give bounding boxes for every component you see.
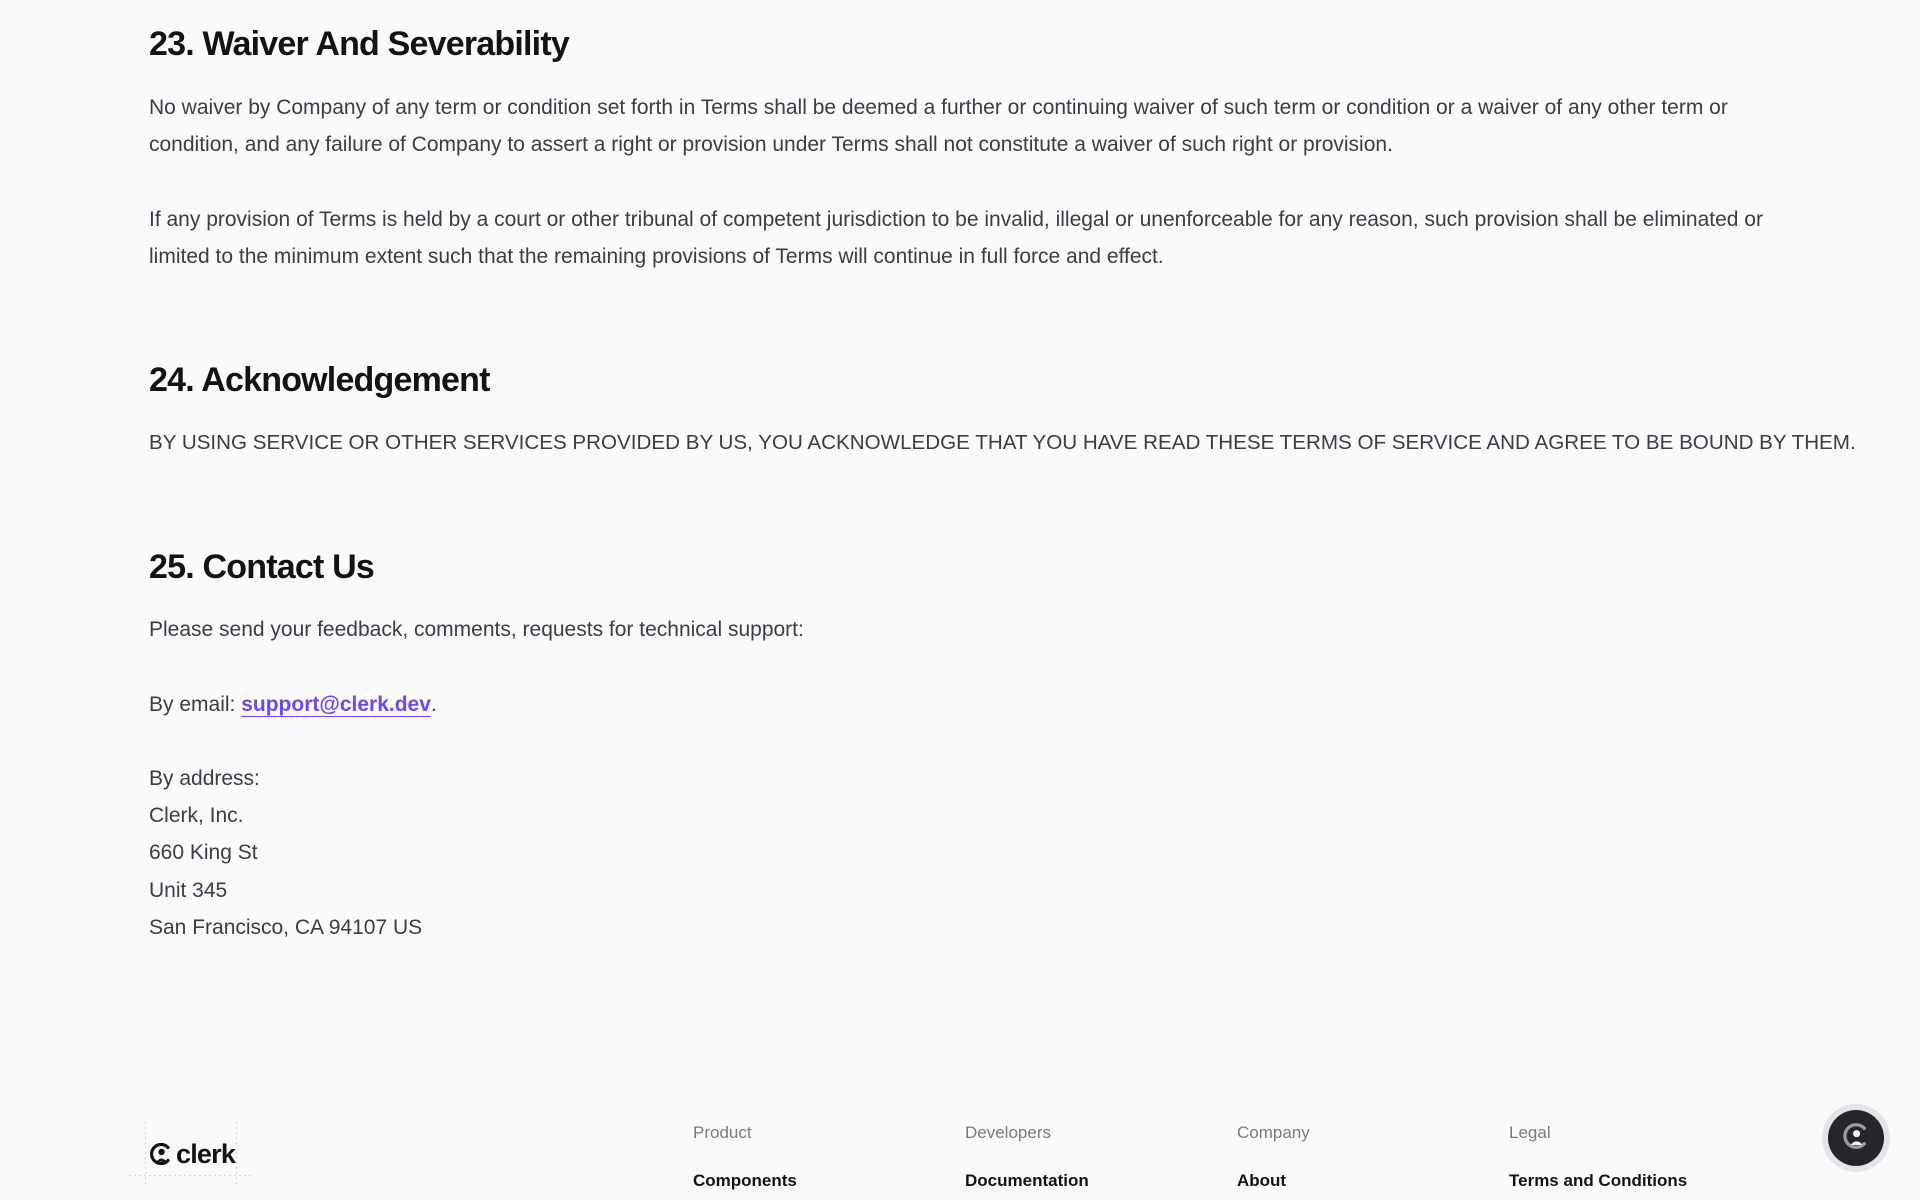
address-label: By address:	[149, 767, 260, 790]
section-heading-acknowledgement: 24. Acknowledgement	[149, 361, 490, 399]
address-line-street: 660 King St	[149, 841, 258, 864]
footer-heading-developers: Developers	[965, 1123, 1051, 1142]
clerk-logo-icon	[150, 1143, 172, 1165]
footer-column-legal	[1509, 1122, 1688, 1190]
footer-link-about[interactable]: About	[1237, 1171, 1287, 1190]
footer-column-company	[1237, 1122, 1310, 1190]
footer-heading-product: Product	[693, 1123, 752, 1142]
address-line-company: Clerk, Inc.	[149, 804, 244, 827]
waiver-paragraph-1: No waiver by Company of any term or condition set forth in Terms shall be deemed a further or continuing waiver of such term or condition or a waiver of any other term or condition, and any failure of Company to assert a right or provision under Terms shall not constitute a waiver of such right or provision.	[149, 96, 1728, 156]
logo-lockup	[150, 1139, 235, 1169]
address-line-city: San Francisco, CA 94107 US	[149, 916, 423, 939]
email-suffix: .	[430, 693, 437, 716]
section-heading-contact: 25. Contact Us	[149, 548, 374, 586]
chat-button-inner	[1828, 1110, 1884, 1166]
footer-column-product	[693, 1122, 797, 1190]
waiver-paragraph-2: If any provision of Terms is held by a court or other tribunal of competent jurisdiction to be invalid, illegal or unenforceable for any reason, such provision shall be eliminated or limited to the minimum extent such that the remaining provisions of Terms will continue in full force and effect.	[149, 208, 1763, 268]
chat-button[interactable]	[1822, 1104, 1890, 1172]
support-email-link[interactable]: support@clerk.dev	[241, 693, 431, 716]
footer-link-components[interactable]: Components	[693, 1171, 797, 1190]
clerk-chat-icon	[1843, 1123, 1869, 1154]
footer-heading-legal: Legal	[1509, 1123, 1551, 1142]
section-heading-waiver: 23. Waiver And Severability	[149, 25, 569, 63]
clerk-logo[interactable]	[129, 1122, 253, 1188]
email-prefix: By email:	[149, 693, 242, 716]
contact-email-line	[149, 686, 1769, 723]
footer-link-terms[interactable]: Terms and Conditions	[1509, 1171, 1688, 1190]
contact-intro: Please send your feedback, comments, requests for technical support:	[149, 618, 804, 641]
footer-heading-company: Company	[1237, 1123, 1310, 1142]
address-line-unit: Unit 345	[149, 879, 228, 902]
logo-wordmark: clerk	[176, 1139, 236, 1169]
footer-column-developers	[965, 1122, 1089, 1190]
footer-link-documentation[interactable]: Documentation	[965, 1171, 1089, 1190]
acknowledgement-paragraph: BY USING SERVICE OR OTHER SERVICES PROVIDED BY US, YOU ACKNOWLEDGE THAT YOU HAVE READ THESE TERMS OF SERVICE AND AGREE TO BE BOUND BY THEM.	[149, 431, 1856, 454]
